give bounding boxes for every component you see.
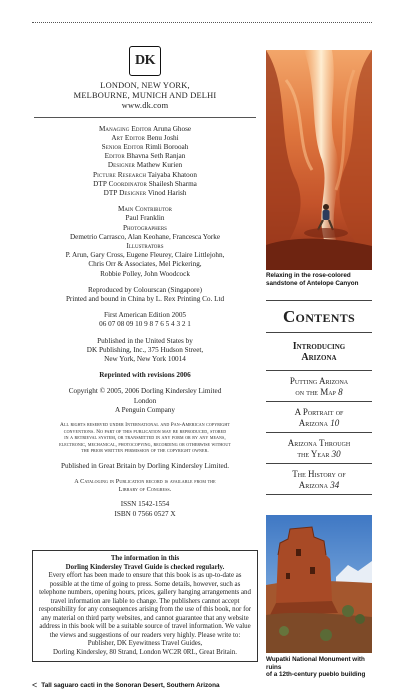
table-of-contents bbox=[266, 300, 372, 495]
contents-heading: Contents bbox=[266, 300, 372, 333]
dk-logo: DK bbox=[129, 46, 161, 76]
page-number: 34 bbox=[330, 479, 340, 490]
credit-row: Managing Editor Aruna Ghose bbox=[98, 124, 192, 133]
website-link[interactable]: www.dk.com bbox=[121, 101, 169, 111]
photo-caption-wupatki: Wupatki National Monument with ruins of a 12th-century pueblo building bbox=[266, 656, 366, 679]
top-dotted-rule bbox=[32, 22, 372, 23]
page-number: 8 bbox=[338, 386, 343, 397]
toc-item-history-of-arizona[interactable]: The History of Arizona 34 bbox=[266, 464, 372, 495]
toc-item-putting-arizona-on-the-map[interactable]: Putting Arizona on the Map 8 bbox=[266, 371, 372, 402]
toc-item-arizona-through-the-year[interactable]: Arizona Through the Year 30 bbox=[266, 433, 372, 464]
rights-statement: All rights reserved under International and Pan-American copyright conventions. No part of this publication may be reproduced, stored in a retrieval system, or transmitted in any form or by any means, electronic, mechanical, photocopying, recording or otherwise without the prior written permission of the copyright owner. bbox=[59, 422, 231, 455]
edition-info: First American Edition 2005 06 07 08 09 10 9 8 7 6 5 4 3 2 1 bbox=[99, 311, 191, 329]
credit-row: Designer Mathew Kurien bbox=[107, 161, 183, 170]
credit-row: Senior Editor Rimli Borooah bbox=[101, 143, 189, 152]
toc-item-portrait-of-arizona[interactable]: A Portrait of Arizona 10 bbox=[266, 402, 372, 433]
toc-item-introducing-arizona[interactable]: Introducing Arizona bbox=[266, 333, 372, 371]
divider bbox=[34, 117, 256, 118]
cip-notice: A Cataloging in Publication record is available from the Library of Congress. bbox=[74, 478, 216, 493]
issn: ISSN 1542-1554 bbox=[120, 500, 170, 509]
photo-caption-antelope-canyon: Relaxing in the rose-colored sandstone of Antelope Canyon bbox=[266, 272, 359, 287]
arrow-left-icon: < bbox=[32, 680, 38, 690]
contributors: Main Contributor Paul Franklin Photographers Demetrio Carrasco, Alan Keohane, Francesca Yorke Illustrators P. Arun, Gary Cross, Eugene Fleurey, Claire Littlejohn, Chris Orr & Associates, Mel Pickering, Robbie Polley, John Woodcock bbox=[65, 205, 225, 278]
credit-row: Editor Bhavna Seth Ranjan bbox=[104, 152, 186, 161]
credit-row: DTP Designer Vinod Harish bbox=[103, 189, 187, 198]
credit-row: Picture Research Taiyaba Khatoon bbox=[93, 170, 197, 179]
credit-row: Art Editor Benu Joshi bbox=[111, 133, 179, 142]
cover-image-caption: < Tall saguaro cacti in the Sonoran Desert, Southern Arizona bbox=[32, 680, 220, 690]
publisher-cities: LONDON, NEW YORK, MELBOURNE, MUNICH AND DELHI www.dk.com bbox=[32, 81, 258, 112]
isbn: ISBN 0 7566 0527 X bbox=[114, 509, 176, 518]
gb-publisher: Published in Great Britain by Dorling Kindersley Limited. bbox=[60, 462, 230, 471]
page-number: 10 bbox=[330, 417, 340, 428]
page-number: 30 bbox=[331, 448, 341, 459]
identifiers bbox=[32, 500, 258, 518]
reprint-note: Reprinted with revisions 2006 bbox=[99, 371, 191, 380]
staff-credits bbox=[32, 125, 258, 199]
imprint-column bbox=[32, 46, 258, 519]
information-notice-box: The information in this Dorling Kindersley Travel Guide is checked regularly. Every effort has been made to ensure that this book is as up-to-date as possible at the time of going to press. Some details, however, such as telephone numbers, opening hours, prices, gallery hanging arrangements and travel information are liable to change. The publishers cannot accept responsibility for any consequences arising from the use of this book, nor for any material on third party websites, and cannot guarantee that any website address in this book will be a suitable source of travel information. We value the views and suggestions of our readers very highly. Please write to: Publisher, DK Eyewitness Travel Guides, Dorling Kindersley, 80 Strand, London WC2R 0RL, Great Britain. bbox=[32, 550, 258, 662]
antelope-canyon-photo bbox=[266, 50, 372, 270]
production-credits: Reproduced by Colourscan (Singapore) Printed and bound in China by L. Rex Printing Co. Ltd bbox=[65, 285, 225, 304]
us-publisher: Published in the United States by DK Publishing, Inc., 375 Hudson Street, New York, New York 10014 bbox=[86, 336, 204, 364]
copyright-notice: Copyright © 2005, 2006 Dorling Kindersley Limited London A Penguin Company bbox=[68, 387, 222, 414]
credit-row: DTP Coordinator Shailesh Sharma bbox=[93, 179, 197, 188]
wupatki-monument-photo bbox=[266, 515, 372, 653]
